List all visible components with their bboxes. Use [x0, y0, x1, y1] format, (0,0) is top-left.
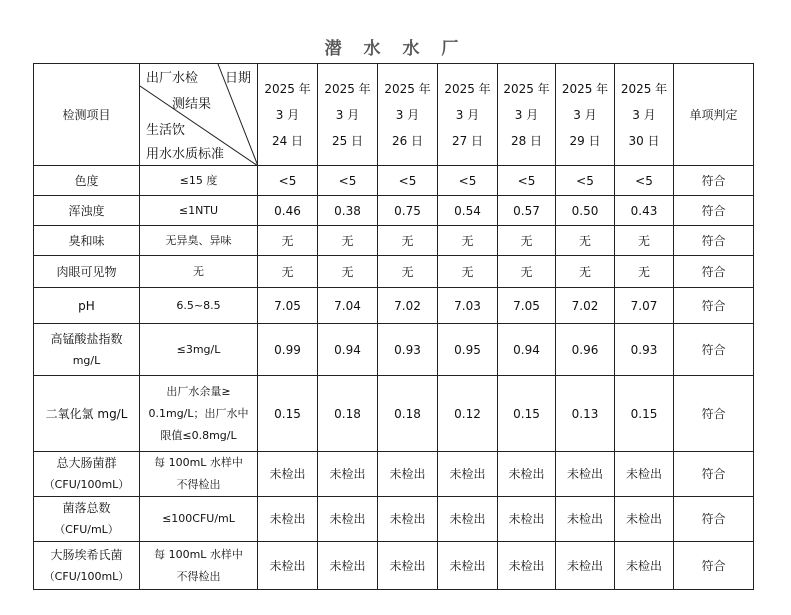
row-verdict: 符合 — [674, 226, 754, 256]
row-verdict: 符合 — [674, 324, 754, 376]
date-header-4: 2025 年 3 月 27 日 — [438, 64, 498, 166]
diag-top-left: 出厂水检 — [146, 71, 199, 86]
date-header-3: 2025 年 3 月 26 日 — [378, 64, 438, 166]
table-row — [34, 376, 754, 452]
row-standard-line: 每 100mL 水样中 — [154, 456, 243, 469]
table-row — [34, 324, 754, 376]
row-item-line: （CFU/mL） — [54, 523, 119, 536]
row-value: 未检出 — [258, 452, 318, 497]
row-standard-line: 不得检出 — [176, 478, 221, 491]
row-value: 无 — [378, 226, 438, 256]
row-value: 7.04 — [318, 288, 378, 324]
row-value: 0.57 — [498, 196, 556, 226]
row-value: 未检出 — [615, 497, 674, 542]
row-standard-line: 6.5~8.5 — [176, 298, 221, 312]
row-standard — [140, 256, 258, 288]
row-value: 无 — [556, 226, 615, 256]
row-item-line: 浑浊度 — [68, 203, 105, 218]
row-item-line: 大肠埃希氏菌 — [50, 547, 123, 562]
row-value: 未检出 — [378, 542, 438, 590]
header-row — [34, 64, 754, 166]
row-item — [34, 376, 140, 452]
row-item — [34, 324, 140, 376]
row-value: 0.18 — [318, 376, 378, 452]
diag-top-right: 日期 — [224, 71, 251, 86]
row-verdict: 符合 — [674, 196, 754, 226]
row-item — [34, 452, 140, 497]
row-value: 无 — [438, 256, 498, 288]
row-value: <5 — [498, 166, 556, 196]
row-standard — [140, 166, 258, 196]
row-value: 0.15 — [498, 376, 556, 452]
row-standard — [140, 196, 258, 226]
row-value: 无 — [318, 226, 378, 256]
row-value: 未检出 — [378, 452, 438, 497]
date-header-5: 2025 年 3 月 28 日 — [498, 64, 556, 166]
row-standard-line: 每 100mL 水样中 — [154, 547, 243, 561]
row-standard-line: 无异臭、异味 — [165, 233, 232, 247]
row-standard-line: ≤1NTU — [178, 203, 219, 217]
row-value: 未检出 — [258, 542, 318, 590]
table-row — [34, 452, 754, 497]
row-verdict: 符合 — [674, 166, 754, 196]
row-standard — [140, 542, 258, 590]
row-item-line: 二氧化氯 mg/L — [45, 406, 128, 421]
row-item — [34, 166, 140, 196]
row-value: 0.12 — [438, 376, 498, 452]
row-value: <5 — [378, 166, 438, 196]
row-item — [34, 497, 140, 542]
row-value: 未检出 — [556, 497, 615, 542]
row-value: 无 — [615, 256, 674, 288]
diagonal-header-cell — [140, 64, 258, 166]
row-verdict: 符合 — [674, 542, 754, 590]
row-standard — [140, 452, 258, 497]
row-item — [34, 288, 140, 324]
row-value: 未检出 — [498, 542, 556, 590]
row-item-line: 菌落总数 — [62, 501, 111, 515]
row-value: 7.03 — [438, 288, 498, 324]
table-row — [34, 497, 754, 542]
date-header-7: 2025 年 3 月 30 日 — [615, 64, 674, 166]
row-value: 7.05 — [498, 288, 556, 324]
row-item-line: mg/L — [72, 353, 101, 367]
row-value: 未检出 — [378, 497, 438, 542]
row-verdict: 符合 — [674, 256, 754, 288]
row-standard-line: 出厂水余量≥ — [166, 384, 231, 398]
row-value: <5 — [258, 166, 318, 196]
row-value: 无 — [258, 226, 318, 256]
row-value: <5 — [615, 166, 674, 196]
row-value: <5 — [556, 166, 615, 196]
row-item-line: 总大肠菌群 — [56, 456, 117, 470]
row-standard-line: 无 — [193, 264, 204, 278]
row-value: 无 — [498, 256, 556, 288]
row-standard — [140, 376, 258, 452]
row-item — [34, 226, 140, 256]
row-verdict: 符合 — [674, 452, 754, 497]
row-value: <5 — [438, 166, 498, 196]
row-value: 未检出 — [438, 452, 498, 497]
row-item-line: （CFU/100mL） — [43, 478, 130, 491]
row-value: 7.07 — [615, 288, 674, 324]
row-value: 未检出 — [258, 497, 318, 542]
row-value: 未检出 — [498, 452, 556, 497]
verdict-header: 单项判定 — [674, 64, 754, 166]
row-value: 0.94 — [498, 324, 556, 376]
date-header-6: 2025 年 3 月 29 日 — [556, 64, 615, 166]
row-value: 无 — [318, 256, 378, 288]
row-value: 未检出 — [318, 452, 378, 497]
row-item — [34, 256, 140, 288]
row-value: 0.93 — [615, 324, 674, 376]
row-value: 未检出 — [438, 497, 498, 542]
row-standard — [140, 324, 258, 376]
row-value: 0.50 — [556, 196, 615, 226]
row-verdict: 符合 — [674, 376, 754, 452]
date-header-2: 2025 年 3 月 25 日 — [318, 64, 378, 166]
row-value: 无 — [556, 256, 615, 288]
row-standard-line: ≤15 度 — [179, 173, 218, 187]
row-value: 0.94 — [318, 324, 378, 376]
row-standard — [140, 497, 258, 542]
row-value: 7.02 — [556, 288, 615, 324]
row-value: 7.05 — [258, 288, 318, 324]
row-value: 7.02 — [378, 288, 438, 324]
table-row — [34, 196, 754, 226]
table-row — [34, 226, 754, 256]
row-item — [34, 542, 140, 590]
row-value: 未检出 — [556, 452, 615, 497]
row-standard-line: 限值≤0.8mg/L — [160, 428, 237, 442]
row-value: 未检出 — [615, 452, 674, 497]
row-item-line: （CFU/100mL） — [43, 569, 130, 583]
row-standard-line: ≤100CFU/mL — [162, 512, 235, 525]
row-verdict: 符合 — [674, 288, 754, 324]
row-value: 0.15 — [615, 376, 674, 452]
row-item-line: 臭和味 — [68, 233, 105, 248]
row-value: 无 — [378, 256, 438, 288]
table-row — [34, 166, 754, 196]
row-value: 0.18 — [378, 376, 438, 452]
row-item-line: 肉眼可见物 — [56, 264, 117, 279]
row-value: <5 — [318, 166, 378, 196]
row-value: 0.93 — [378, 324, 438, 376]
row-value: 0.43 — [615, 196, 674, 226]
page-title: 潜 水 水 厂 — [324, 39, 467, 59]
row-value: 0.15 — [258, 376, 318, 452]
table-row — [34, 256, 754, 288]
row-value: 未检出 — [556, 542, 615, 590]
row-value: 无 — [615, 226, 674, 256]
row-value: 无 — [258, 256, 318, 288]
row-value: 0.38 — [318, 196, 378, 226]
row-item-line: 色度 — [74, 173, 99, 188]
row-value: 0.75 — [378, 196, 438, 226]
row-value: 0.54 — [438, 196, 498, 226]
row-item — [34, 196, 140, 226]
row-value: 0.46 — [258, 196, 318, 226]
row-item-line: 高锰酸盐指数 — [50, 331, 123, 346]
diag-mid: 测结果 — [172, 97, 212, 112]
diag-bottom1: 生活饮 — [146, 123, 186, 138]
row-value: 0.96 — [556, 324, 615, 376]
diag-bottom2: 用水水质标准 — [146, 147, 225, 162]
row-value: 0.99 — [258, 324, 318, 376]
row-value: 0.95 — [438, 324, 498, 376]
row-standard-line: 不得检出 — [176, 569, 221, 583]
date-header-1: 2025 年 3 月 24 日 — [258, 64, 318, 166]
water-quality-table — [33, 63, 754, 590]
row-value: 无 — [498, 226, 556, 256]
table-row — [34, 288, 754, 324]
row-value: 0.13 — [556, 376, 615, 452]
row-standard-line: ≤3mg/L — [176, 342, 221, 356]
item-header: 检测项目 — [34, 64, 140, 166]
row-value: 未检出 — [498, 497, 556, 542]
row-value: 未检出 — [318, 542, 378, 590]
row-value: 无 — [438, 226, 498, 256]
row-value: 未检出 — [318, 497, 378, 542]
row-value: 未检出 — [438, 542, 498, 590]
row-standard — [140, 226, 258, 256]
table-row — [34, 542, 754, 590]
row-item-line: pH — [78, 298, 95, 313]
row-verdict: 符合 — [674, 497, 754, 542]
row-standard-line: 0.1mg/L；出厂水中 — [148, 406, 249, 420]
row-value: 未检出 — [615, 542, 674, 590]
row-standard — [140, 288, 258, 324]
